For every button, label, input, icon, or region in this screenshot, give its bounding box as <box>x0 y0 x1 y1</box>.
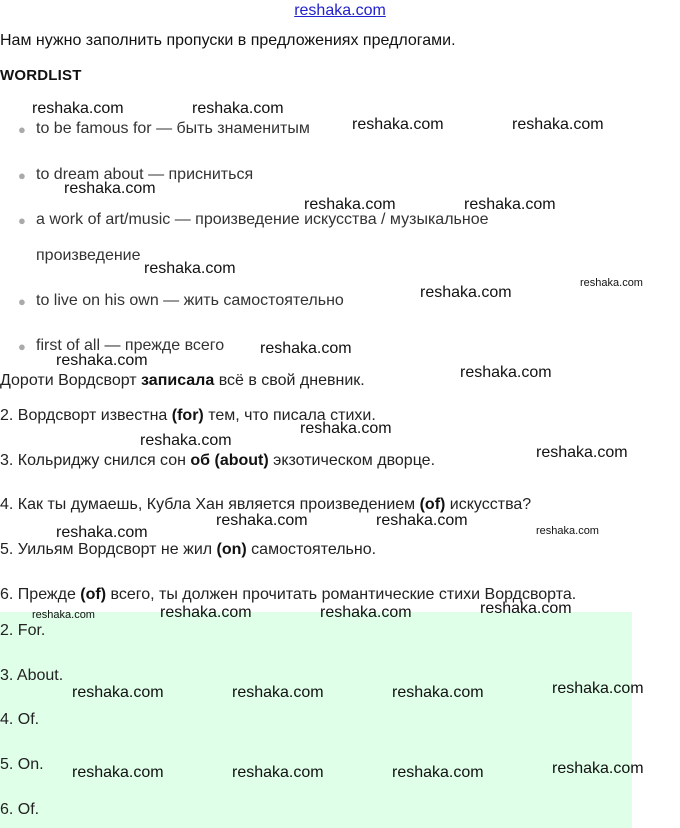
watermark: reshaka.com <box>192 100 284 117</box>
wordlist-item-text: to dream about — присниться <box>36 166 254 183</box>
bullet-icon: ● <box>18 213 26 228</box>
sentence-text: 3. Кольриджу снился сон <box>0 452 191 469</box>
answer-item: 2. For. <box>0 622 46 639</box>
site-link[interactable]: reshaka.com <box>294 2 386 19</box>
sentence-3 <box>0 452 435 470</box>
wordlist-item-text: a work of art/music — произведение искусства / музыкальное <box>36 211 489 228</box>
sentence-5 <box>0 541 376 559</box>
watermark: reshaka.com <box>376 512 468 529</box>
watermark: reshaka.com <box>260 340 352 357</box>
sentence-answer: об (about) <box>190 452 269 469</box>
watermark: reshaka.com <box>72 684 164 701</box>
watermark: reshaka.com <box>392 764 484 781</box>
watermark: reshaka.com <box>232 684 324 701</box>
watermark: reshaka.com <box>32 609 95 621</box>
answer-item: 3. About. <box>0 667 64 684</box>
watermark: reshaka.com <box>300 420 392 437</box>
watermark: reshaka.com <box>480 600 572 617</box>
bullet-icon: ● <box>18 168 26 183</box>
watermark: reshaka.com <box>56 352 148 369</box>
watermark: reshaka.com <box>552 680 644 697</box>
watermark: reshaka.com <box>320 604 412 621</box>
sentence-answer: (of) <box>80 586 107 603</box>
bullet-icon: ● <box>18 339 26 354</box>
sentence-text: 4. Как ты думаешь, Кубла Хан является произведением <box>0 496 420 513</box>
watermark: reshaka.com <box>460 364 552 381</box>
watermark: reshaka.com <box>552 760 644 777</box>
watermark: reshaka.com <box>420 284 512 301</box>
watermark: reshaka.com <box>536 444 628 461</box>
watermark: reshaka.com <box>72 764 164 781</box>
watermark: reshaka.com <box>160 604 252 621</box>
watermark: reshaka.com <box>464 196 556 213</box>
watermark: reshaka.com <box>32 100 124 117</box>
wordlist-item-text: to be famous for — быть знаменитым <box>36 120 310 137</box>
sentence-text: тем, что писала стихи. <box>203 407 376 424</box>
watermark: reshaka.com <box>64 180 156 197</box>
watermark: reshaka.com <box>304 196 396 213</box>
watermark: reshaka.com <box>536 525 599 537</box>
sentence-text: самостоятельно. <box>246 541 377 558</box>
wordlist-title: WORDLIST <box>0 67 82 84</box>
sentence-text: экзотическом дворце. <box>268 452 436 469</box>
sentence-text: Дороти Вордсворт <box>0 372 142 389</box>
wordlist-item-text: to live on his own — жить самостоятельно <box>36 292 344 309</box>
sentence-answer: (for) <box>171 407 204 424</box>
wordlist-item-text: произведение <box>36 247 141 264</box>
sentence-answer: записала <box>141 372 215 389</box>
answers-panel <box>0 612 632 828</box>
sentence-text: искусства? <box>445 496 532 513</box>
watermark: reshaka.com <box>392 684 484 701</box>
sentence-text: всё в свой дневник. <box>214 372 365 389</box>
watermark: reshaka.com <box>352 116 444 133</box>
sentence-text: 6. Прежде <box>0 586 81 603</box>
watermark: reshaka.com <box>216 512 308 529</box>
sentence-answer: (of) <box>419 496 446 513</box>
watermark: reshaka.com <box>580 277 643 289</box>
watermark: reshaka.com <box>232 764 324 781</box>
sentence-answer: (on) <box>216 541 247 558</box>
sentence-1 <box>0 372 365 390</box>
intro-text: Нам нужно заполнить пропуски в предложениях предлогами. <box>0 32 456 49</box>
answer-item: 5. On. <box>0 756 44 773</box>
answer-item: 6. Of. <box>0 801 40 818</box>
sentence-text: 2. Вордсворт известна <box>0 407 172 424</box>
answer-item: 4. Of. <box>0 711 40 728</box>
watermark: reshaka.com <box>144 260 236 277</box>
sentence-text: 5. Уильям Вордсворт не жил <box>0 541 217 558</box>
bullet-icon: ● <box>18 294 26 309</box>
wordlist-item-text: first of all — прежде всего <box>36 337 225 354</box>
watermark: reshaka.com <box>56 524 148 541</box>
watermark: reshaka.com <box>512 116 604 133</box>
sentence-text: всего, ты должен прочитать романтические стихи Вордсворта. <box>106 586 577 603</box>
watermark: reshaka.com <box>140 432 232 449</box>
bullet-icon: ● <box>18 122 26 137</box>
